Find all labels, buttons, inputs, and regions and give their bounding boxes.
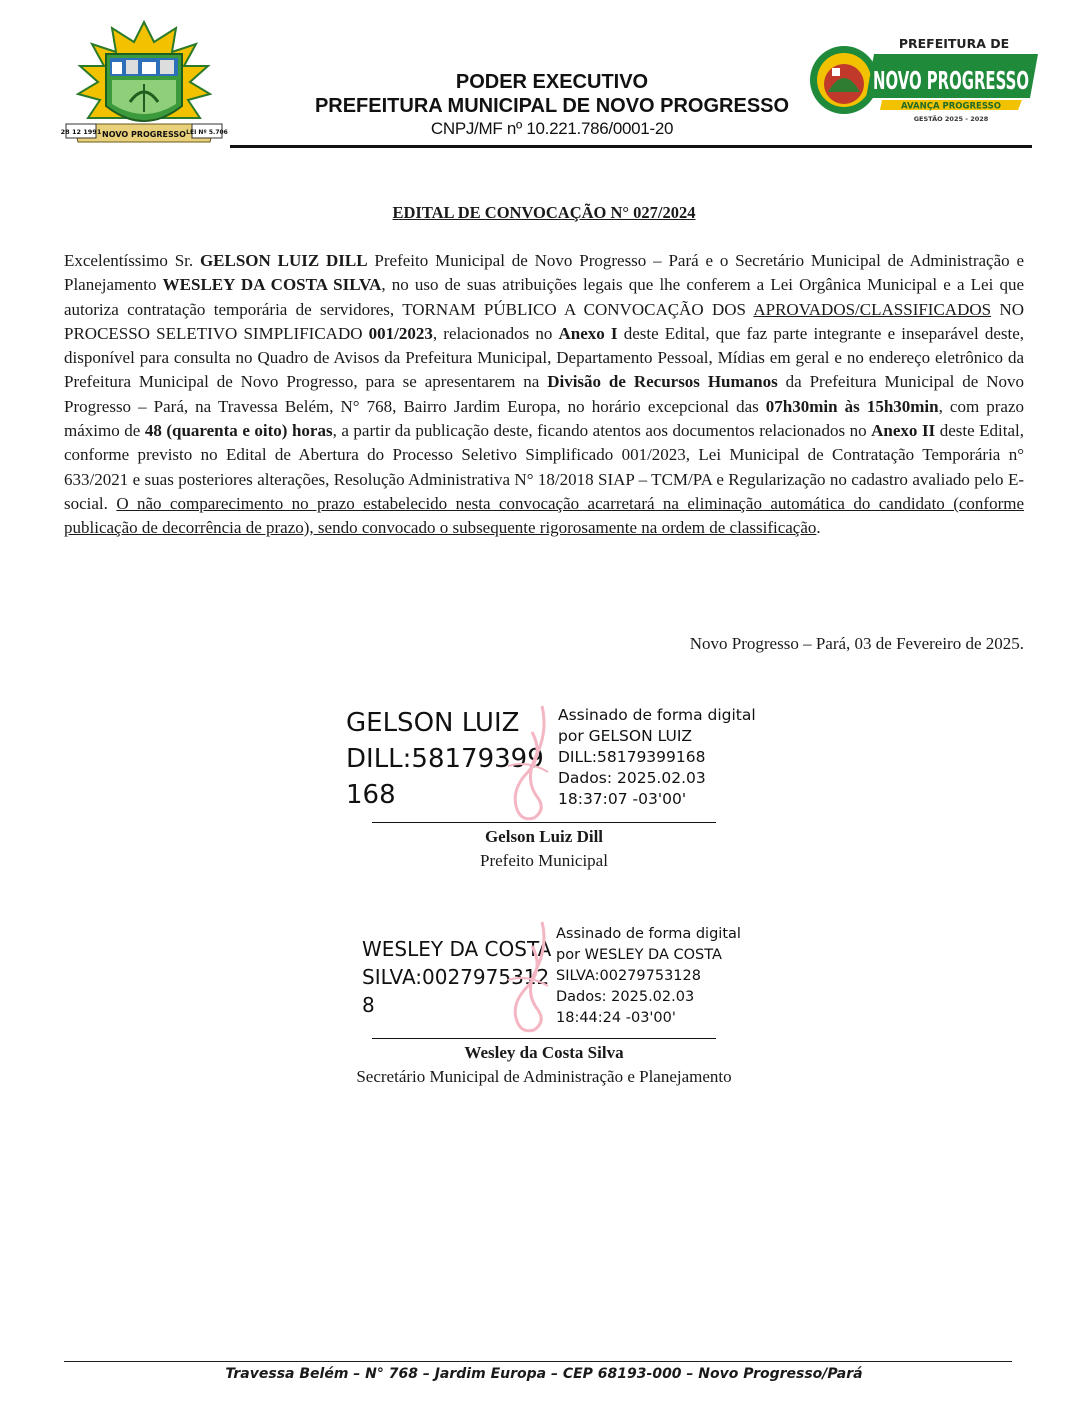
body-text: Excelentíssimo Sr. bbox=[64, 251, 200, 270]
deadline-ref: 48 (quarenta e oito) horas bbox=[144, 421, 333, 441]
municipality-heading: PREFEITURA MUNICIPAL DE NOVO PROGRESSO bbox=[314, 95, 790, 117]
elimination-warning: O não comparecimento no prazo estabelecido nesta convocação acarretará na eliminação automática do candidato (conforme publicação de decorrência de prazo), sendo convocado o subsequente rigorosamente na ordem de classificação bbox=[64, 493, 1025, 538]
signature-detail-line: SILVA:00279753128 bbox=[556, 968, 701, 984]
signature-name-line: GELSON LUIZ bbox=[346, 708, 520, 738]
body-text: , relacionados no bbox=[432, 323, 559, 343]
body-text: , a partir da publicação deste, ficando atentos aos documentos relacionados no bbox=[332, 421, 872, 441]
body-text: Prefeito Municipal de Novo Progresso – Pará e o Secretário Municipal de Administração e Planejamento bbox=[64, 251, 1025, 295]
body-paragraph bbox=[64, 249, 1024, 541]
coat-banner: NOVO PROGRESSO bbox=[102, 130, 186, 139]
signature-name-line: SILVA:0027975312 bbox=[362, 965, 550, 989]
body-text: deste Edital, que faz parte integrante e inseparável deste, disponível para consulta no Quadro de Avisos da Prefeitura Municipal, Departamento Pessoal, Mídias em geral e no endereço eletrônico da Prefeitura Municipal de Novo Progresso, para se apresentarem na bbox=[64, 323, 1025, 392]
digital-signature-stamp-icon bbox=[498, 918, 558, 1034]
coat-date-right: LEI Nº 5.706 bbox=[186, 129, 228, 136]
signature-detail-line: 18:37:07 -03'00' bbox=[558, 790, 687, 808]
signer-name: Wesley da Costa Silva bbox=[464, 1043, 624, 1062]
signer-name: Gelson Luiz Dill bbox=[484, 827, 604, 846]
executive-power-heading: PODER EXECUTIVO bbox=[455, 71, 649, 93]
signature-details bbox=[556, 924, 741, 1029]
process-number: 001/2023 bbox=[368, 323, 433, 343]
letterhead bbox=[0, 0, 1088, 160]
signature-details bbox=[558, 705, 756, 810]
body-text: da Prefeitura Municipal de Novo Progresso – Pará, na Travessa Belém, N° 768, Bairro Jardim Europa, no horário excepcional das bbox=[64, 372, 1024, 416]
annex-one-ref: Anexo I bbox=[558, 323, 618, 343]
logo-top-text: PREFEITURA DE bbox=[898, 36, 1010, 51]
letterhead-divider bbox=[230, 145, 1032, 148]
signer-role: Secretário Municipal de Administração e Planejamento bbox=[356, 1067, 732, 1086]
document-title: EDITAL DE CONVOCAÇÃO N° 027/2024 bbox=[392, 203, 696, 222]
approved-classified-text: APROVADOS/CLASSIFICADOS bbox=[753, 299, 992, 319]
place-date-line: Novo Progresso – Pará, 03 de Fevereiro de 2025. bbox=[689, 634, 1024, 653]
prefeitura-logo bbox=[808, 34, 1044, 130]
hours-ref: 07h30min às 15h30min bbox=[765, 396, 939, 416]
signature-name-line: 8 bbox=[362, 993, 375, 1017]
body-text: , no uso de suas atribuições legais que lhe conferem a Lei Orgânica Municipal e a Lei que autoriza contratação temporária de servidores, TORNAM PÚBLICO A CONVOCAÇÃO DOS bbox=[64, 275, 1024, 319]
signature-detail-line: por WESLEY DA COSTA bbox=[556, 947, 722, 963]
signature-line bbox=[372, 822, 716, 823]
signature-detail-line: 18:44:24 -03'00' bbox=[556, 1010, 676, 1026]
logo-main-text: NOVO PROGRESSO bbox=[873, 66, 1029, 95]
signature-detail-line: DILL:58179399168 bbox=[558, 748, 706, 766]
coat-of-arms-emblem bbox=[60, 20, 228, 152]
cnpj-line: CNPJ/MF nº 10.221.786/0001-20 bbox=[430, 119, 674, 138]
footer-divider bbox=[64, 1361, 1012, 1362]
mayor-name: GELSON LUIZ DILL bbox=[199, 251, 368, 270]
secretary-name: WESLEY DA COSTA SILVA bbox=[162, 275, 382, 295]
footer-address: Travessa Belém – N° 768 – Jardim Europa – CEP 68193-000 – Novo Progresso/Pará bbox=[225, 1366, 863, 1382]
body-text: NO PROCESSO SELETIVO SIMPLIFICADO bbox=[64, 299, 1024, 343]
signature-name-line: 168 bbox=[346, 780, 396, 810]
signature-detail-line: Assinado de forma digital bbox=[556, 926, 741, 942]
signature-detail-line: por GELSON LUIZ bbox=[558, 727, 693, 745]
annex-two-ref: Anexo II bbox=[871, 421, 936, 441]
signature-detail-line: Dados: 2025.02.03 bbox=[558, 769, 706, 787]
signature-line bbox=[372, 1038, 716, 1039]
logo-term: GESTÃO 2025 - 2028 bbox=[913, 115, 989, 123]
signature-detail-line: Dados: 2025.02.03 bbox=[556, 989, 695, 1005]
coat-date-left: 28 12 1991 bbox=[60, 128, 102, 136]
body-text: deste Edital, conforme previsto no Edital de Abertura do Processo Seletivo Simplificado 001/2023, Lei Municipal de Contratação Temporária n° 633/2021 e suas posteriores alterações, Resolução Administrativa N° 18/2018 SIAP – TCM/PA e Regularização no cadastro avaliado pelo E-social. bbox=[64, 421, 1024, 513]
signature-name-line: DILL:58179399 bbox=[346, 744, 544, 774]
body-text: . bbox=[816, 518, 821, 538]
body-text: , com prazo máximo de bbox=[64, 396, 1024, 441]
signature-detail-line: Assinado de forma digital bbox=[558, 706, 756, 724]
signer-role: Prefeito Municipal bbox=[480, 851, 608, 870]
letterhead-text bbox=[230, 70, 874, 140]
signature-name-line: WESLEY DA COSTA bbox=[362, 937, 552, 961]
logo-tagline: AVANÇA PROGRESSO bbox=[901, 101, 1001, 112]
digital-signature-stamp-icon bbox=[498, 702, 558, 822]
hr-division-ref: Divisão de Recursos Humanos bbox=[547, 372, 778, 392]
